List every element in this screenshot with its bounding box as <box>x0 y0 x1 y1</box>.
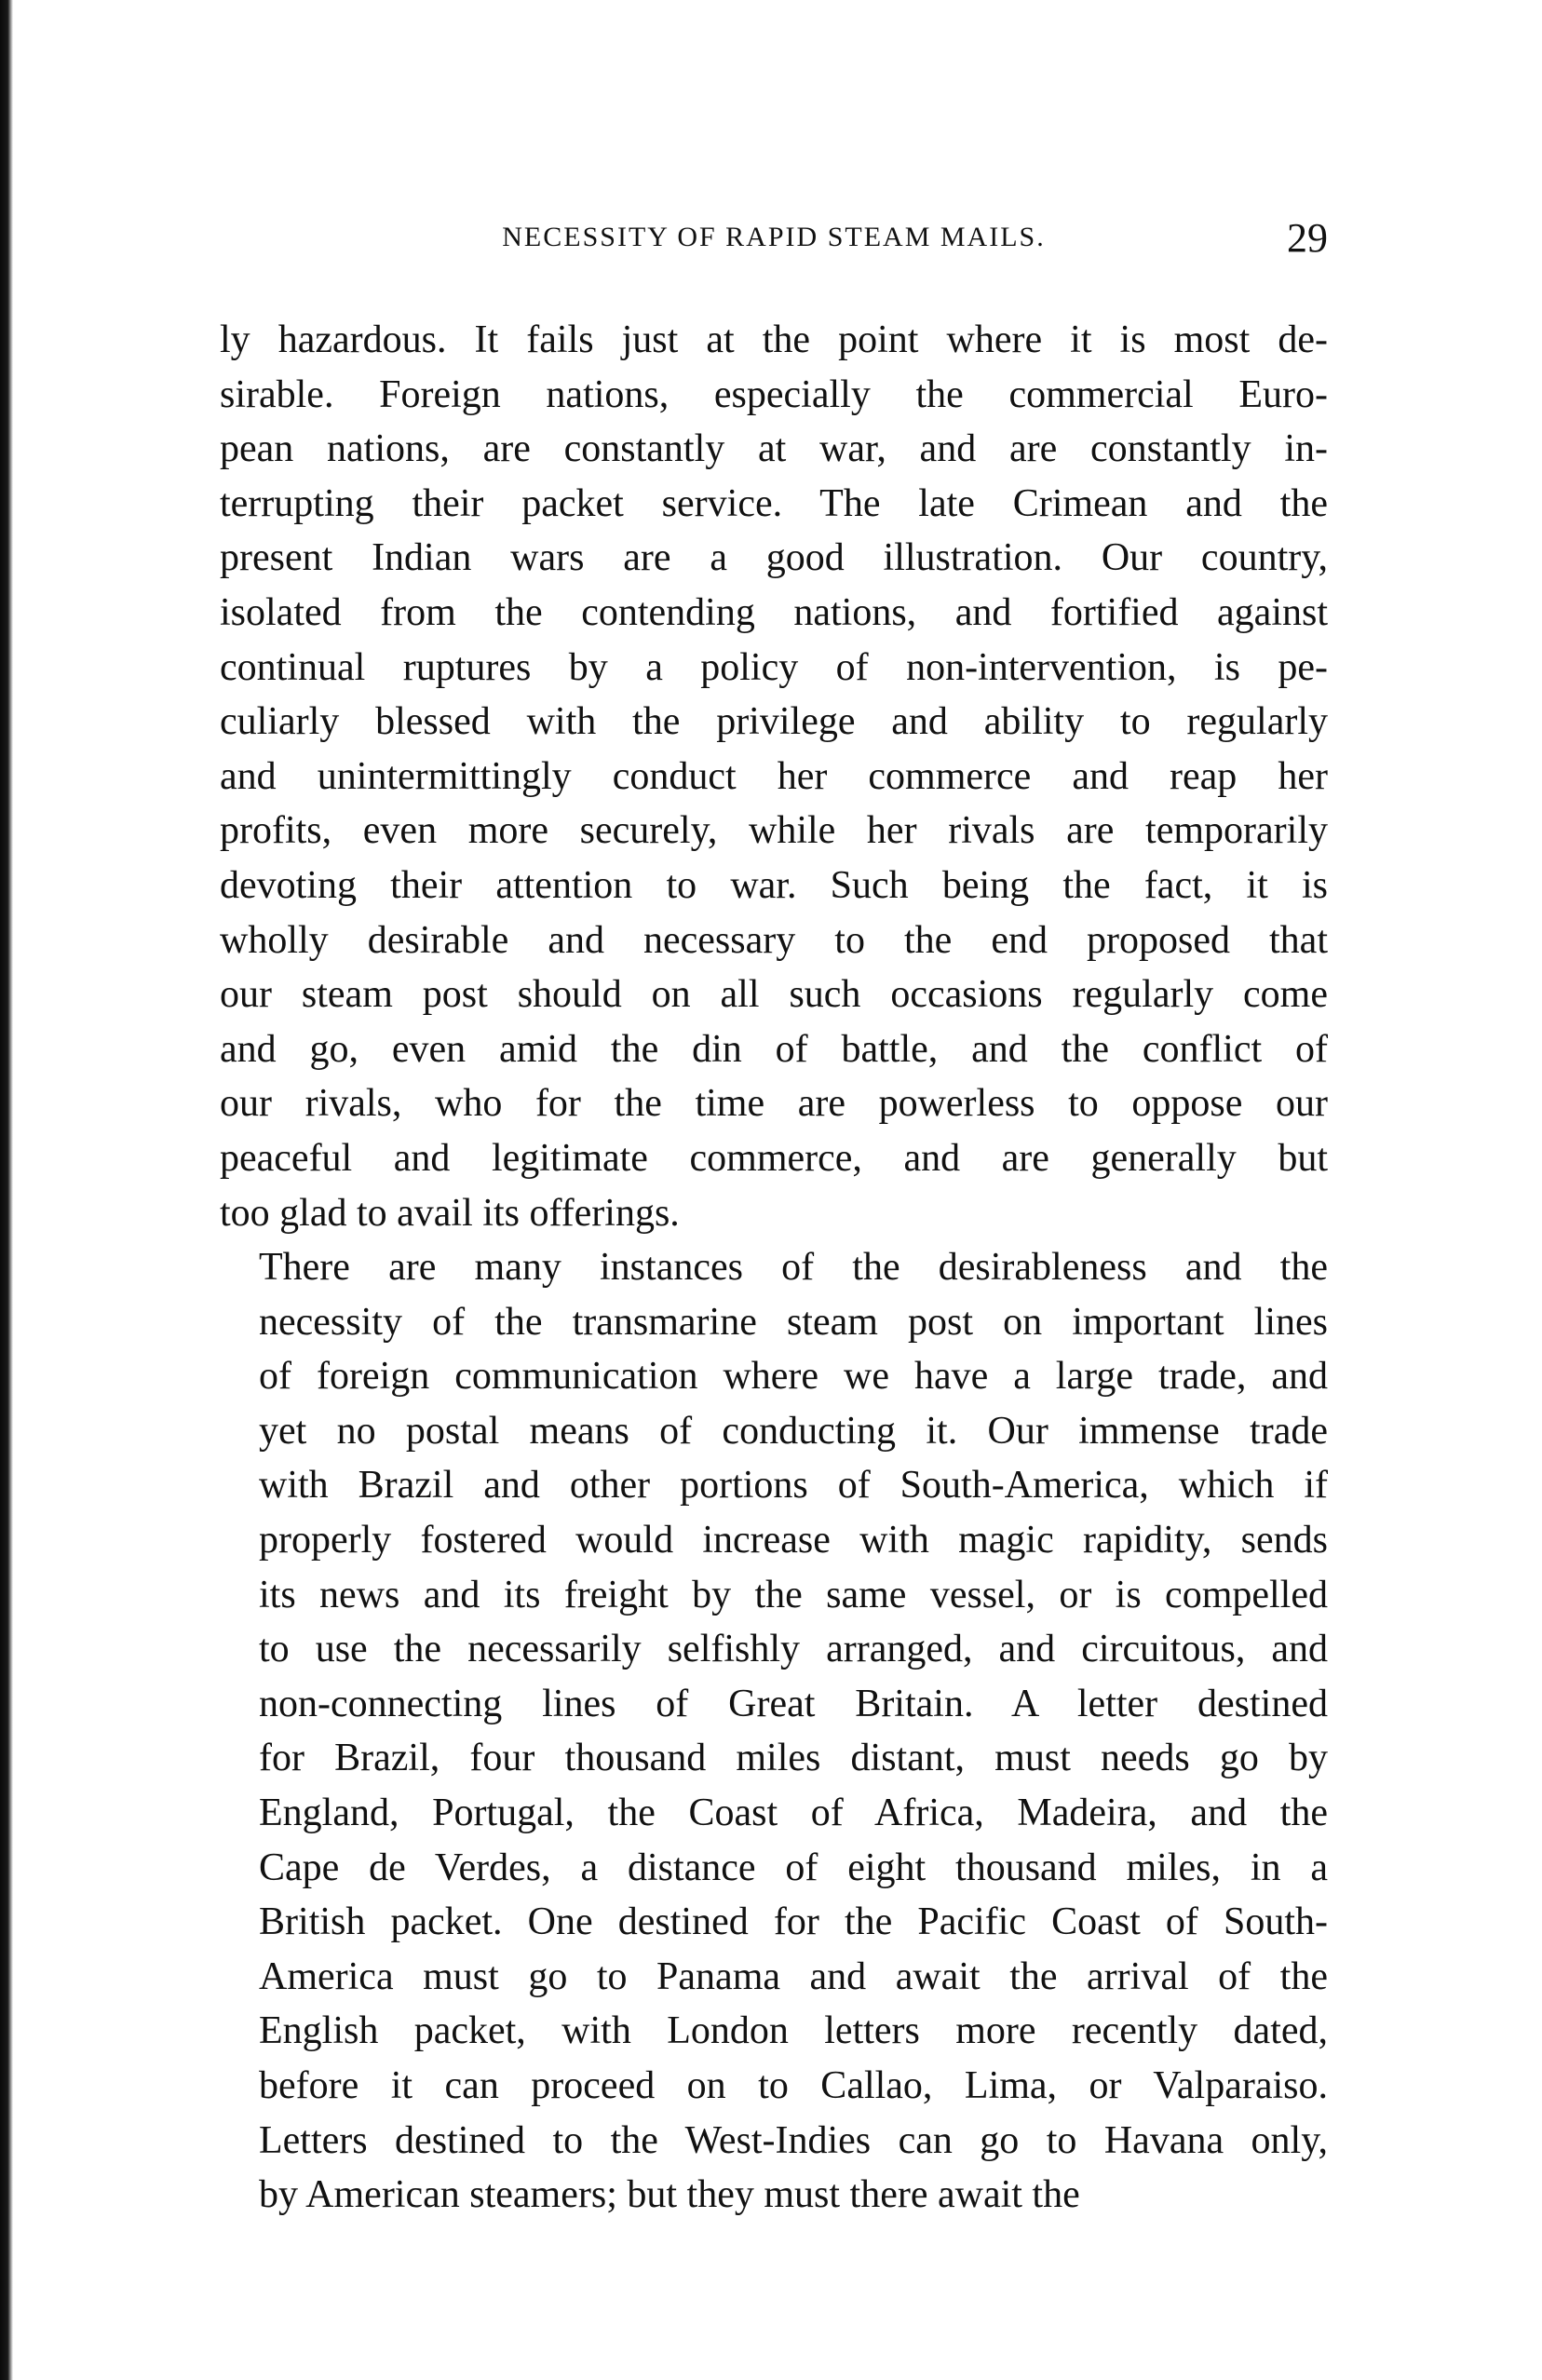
text-line: present Indian wars are a good illustration. Our country, <box>220 536 1328 580</box>
text-line: sirable. Foreign nations, especially the commercial Euro- <box>220 372 1328 416</box>
page-number: 29 <box>1287 215 1328 261</box>
text-line: to use the necessarily selfishly arranged, and circuitous, and <box>259 1628 1328 1671</box>
text-line: and go, even amid the din of battle, and the conflict of <box>220 1027 1328 1071</box>
binding-edge <box>0 0 13 2380</box>
text-line: terrupting their packet service. The late Crimean and the <box>220 481 1328 525</box>
text-line: ly hazardous. It fails just at the point where it is most de- <box>220 318 1328 361</box>
text-line: continual ruptures by a policy of non-intervention, is pe- <box>220 645 1328 689</box>
body-text <box>220 313 1328 2223</box>
text-line: America must go to Panama and await the arrival of the <box>259 1954 1328 1998</box>
text-line: devoting their attention to war. Such being the fact, it is <box>220 863 1328 907</box>
text-line: our steam post should on all such occasions regularly come <box>220 973 1328 1017</box>
text-line: peaceful and legitimate commerce, and are generally but <box>220 1136 1328 1180</box>
text-line: before it can proceed on to Callao, Lima, or Valparaiso. <box>259 2064 1328 2107</box>
text-line: isolated from the contending nations, and fortified against <box>220 590 1328 634</box>
text-line: with Brazil and other portions of South-America, which if <box>259 1464 1328 1508</box>
text-line: There are many instances of the desirableness and the <box>259 1246 1328 1290</box>
text-line: profits, even more securely, while her rivals are temporarily <box>220 809 1328 853</box>
text-line: our rivals, who for the time are powerless to oppose our <box>220 1082 1328 1126</box>
text-line: yet no postal means of conducting it. Our immense trade <box>259 1409 1328 1453</box>
book-page <box>220 215 1328 2223</box>
text-line: pean nations, are constantly at war, and are constantly in- <box>220 427 1328 471</box>
paragraph <box>220 313 1328 1240</box>
text-line: wholly desirable and necessary to the end proposed that <box>220 918 1328 962</box>
paragraph <box>220 1240 1328 2223</box>
text-line: culiarly blessed with the privilege and ability to regularly <box>220 700 1328 744</box>
text-line: its news and its freight by the same vessel, or is compelled <box>259 1573 1328 1616</box>
text-line: too glad to avail its offerings. <box>220 1191 680 1235</box>
text-line: of foreign communication where we have a large trade, and <box>259 1355 1328 1399</box>
text-line: by American steamers; but they must there await the <box>259 2173 1080 2217</box>
text-line: properly fostered would increase with magic rapidity, sends <box>259 1519 1328 1562</box>
running-title: NECESSITY OF RAPID STEAM MAILS. <box>502 222 1046 252</box>
text-line: for Brazil, four thousand miles distant, must needs go by <box>259 1737 1328 1780</box>
text-line: England, Portugal, the Coast of Africa, Madeira, and the <box>259 1792 1328 1835</box>
text-line: and unintermittingly conduct her commerce and reap her <box>220 754 1328 798</box>
text-line: non-connecting lines of Great Britain. A letter destined <box>259 1682 1328 1725</box>
text-line: British packet. One destined for the Pacific Coast of South- <box>259 1900 1328 1944</box>
text-line: English packet, with London letters more recently dated, <box>259 2009 1328 2053</box>
text-line: Letters destined to the West-Indies can go to Havana only, <box>259 2118 1328 2162</box>
running-head <box>220 215 1328 287</box>
text-line: necessity of the transmarine steam post on important lines <box>259 1300 1328 1344</box>
text-line: Cape de Verdes, a distance of eight thousand miles, in a <box>259 1846 1328 1889</box>
